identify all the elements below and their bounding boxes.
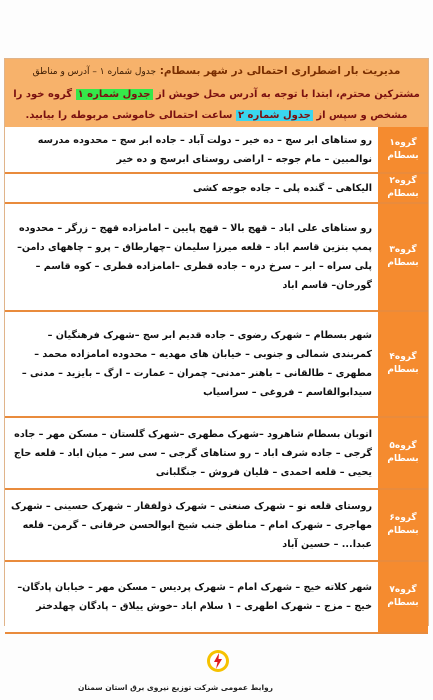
group-areas: شهر بسطام – شهرک رضوی – جاده قدیم ابر سج –شهرک فرهنگیان – کمربندی شمالی و جنوبی – خیابان های مهدیه – محدوده امامزاده محمد – مطهری – طالقانی – باهنر –مدنی– چمران – عمارت – ارگ – بایزید – مدنی – سیدابوالقاسم – فروغی – سراسیاب — [5, 311, 378, 417]
intro-instructions — [5, 83, 428, 128]
group-label: گروه۶ بسطام — [378, 489, 428, 561]
group-areas: شهر کلاته خیج – شهرک امام – شهرک پردیس – مسکن مهر – خیابان پادگان– خیج – مزج – شهرک اطهری – ۱ سلام اباد –خوش ییلاق – پادگان چهلدختر — [5, 561, 378, 633]
title-main: مدیریت بار اضطراری احتمالی در شهر بسطام: — [159, 65, 401, 77]
table-row — [5, 489, 428, 561]
intro-part1: مشترکین محترم، ابتدا با توجه به آدرس محل خویش از — [155, 89, 420, 100]
group-label: گروه۵ بسطام — [378, 417, 428, 489]
group-label: گروه۴ بسطام — [378, 311, 428, 417]
groups-table — [5, 127, 428, 634]
group-label: گروه۷ بسطام — [378, 561, 428, 633]
table-row — [5, 417, 428, 489]
intro-highlight-table1: جدول شماره ۱ — [77, 89, 151, 100]
title-sub: جدول شماره ۱ – آدرس و مناطق — [32, 67, 157, 77]
power-company-logo-icon — [206, 649, 230, 673]
group-label: گروه۱ بسطام — [378, 127, 428, 173]
table-row — [5, 311, 428, 417]
outage-schedule-table — [4, 58, 429, 626]
table-row — [5, 173, 428, 203]
intro-part3: ساعت احتمالی خاموشی مربوطه را بیابید. — [25, 110, 233, 121]
group-areas: رو ستاهای ابر سج – ده خیر – دولت آباد – جاده ابر سج – محدوده مدرسه نوالمبین – مام جوجه – اراضی روستای ابرسج و ده خیر — [5, 127, 378, 173]
intro-part2: گروه خود را مشخص و سپس از — [13, 89, 408, 121]
table-row — [5, 203, 428, 311]
group-areas: روستای قلعه نو – شهرک صنعتی – شهرک ذولفقار – شهرک حسینی – شهرک مهاجری – شهرک امام – مناطق جنب شیخ ابوالحسن خرقانی – گرمن– قلعه عبدا... – حسین آباد — [5, 489, 378, 561]
group-areas: رو ستاهای علی اباد – قهج بالا – قهج پایین – امامزاده قهج – زرگر – محدوده پمپ بنزین قاسم اباد – قلعه میرزا سلیمان –چهارطاق – پرو – چاههای دامن– پلی سراه – ابر – سرخ دره – جاده قطری –امامزاده قطری – کوه قاسم – گورخان– قاسم اباد — [5, 203, 378, 311]
group-areas: الیکاهی – گنده پلی – جاده جوجه کشی — [5, 173, 378, 203]
group-areas: اتوبان بسطام شاهرود –شهرک مطهری –شهرک گلستان – مسکن مهر – جاده گرجی – جاده شرف اباد – رو ستاهای گرجی – سی سر – میان اباد – قلعه حاج یحیی – قلعه احمدی – قلیان فروش – جنگلبانی — [5, 417, 378, 489]
footer-organization: روابط عمومی شرکت توزیع نیروی برق استان سمنان — [77, 683, 273, 692]
intro-highlight-table2: جدول شماره ۲ — [237, 110, 311, 121]
table-row — [5, 561, 428, 633]
table-title — [5, 59, 428, 83]
group-label: گروه۳ بسطام — [378, 203, 428, 311]
group-label: گروه۲ بسطام — [378, 173, 428, 203]
table-row — [5, 127, 428, 173]
